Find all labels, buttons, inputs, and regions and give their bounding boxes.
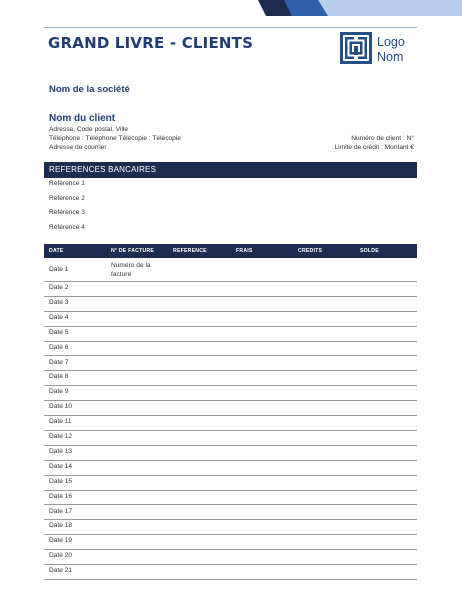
top-rule — [44, 27, 417, 28]
table-row — [44, 519, 417, 535]
table-row — [44, 430, 417, 446]
row-date: Date 3 — [49, 298, 69, 306]
credit-limit: Limite de crédit : Montant € — [334, 144, 414, 151]
table-row — [44, 400, 417, 416]
row-date: Date 13 — [49, 447, 73, 455]
col-reference: REFERENCE — [173, 248, 207, 254]
row-date: Date 10 — [49, 403, 73, 411]
table-row — [44, 326, 417, 342]
row-date: Date 1 — [49, 266, 69, 273]
row-date: Date 5 — [49, 328, 69, 336]
row-invoice-number: Numéro de la facture — [111, 262, 151, 278]
client-name: Nom du client — [49, 113, 116, 124]
row-date: Date 9 — [49, 388, 69, 396]
bank-reference: Référence 2 — [49, 195, 85, 202]
table-row — [44, 385, 417, 401]
top-banner-decoration — [0, 0, 462, 16]
client-address: Adresse, Code postal, Ville — [49, 126, 129, 133]
col-invoice-number: N° DE FACTURE — [111, 248, 155, 254]
table-row — [44, 370, 417, 386]
table-row — [44, 281, 417, 297]
table-row — [44, 311, 417, 327]
bank-references-header: REFERENCES BANCAIRES — [44, 162, 417, 178]
table-row — [44, 296, 417, 312]
table-row — [44, 564, 417, 580]
client-email: Adresse de courrier — [49, 144, 107, 151]
col-balance: SOLDE — [360, 248, 379, 254]
table-row — [44, 445, 417, 461]
logo-maze-icon — [340, 32, 372, 64]
logo-line-2: Nom — [377, 50, 404, 64]
col-charges: FRAIS — [236, 248, 253, 254]
table-row — [44, 505, 417, 521]
row-date: Date 15 — [49, 477, 73, 485]
table-row — [44, 341, 417, 357]
row-date: Date 7 — [49, 358, 69, 366]
row-date: Date 12 — [49, 433, 73, 440]
table-row — [44, 475, 417, 491]
row-date: Date 2 — [49, 284, 69, 291]
logo-line-1: Logo — [377, 35, 405, 49]
client-phone: Téléphone : Téléphone Télécopie : Télécopie — [49, 135, 181, 142]
table-row — [44, 490, 417, 506]
table-row — [44, 259, 417, 282]
client-number: Numéro de client : N° — [351, 135, 414, 142]
bank-reference: Référence 3 — [49, 209, 85, 216]
row-date: Date 16 — [49, 492, 73, 500]
page-title: GRAND LIVRE - CLIENTS — [48, 34, 254, 52]
row-date: Date 14 — [49, 462, 73, 470]
col-date: DATE — [49, 248, 64, 254]
logo-text — [377, 35, 405, 65]
table-row — [44, 356, 417, 372]
ledger-table-header — [44, 244, 417, 258]
bank-reference: Référence 1 — [49, 180, 85, 187]
company-name: Nom de la société — [49, 84, 130, 95]
row-date: Date 19 — [49, 537, 73, 545]
row-date: Date 6 — [49, 343, 69, 351]
col-credits: CREDITS — [298, 248, 323, 254]
row-date: Date 4 — [49, 313, 69, 321]
row-date: Date 11 — [49, 418, 72, 426]
table-row — [44, 415, 417, 431]
row-date: Date 8 — [49, 373, 69, 381]
row-date: Date 18 — [49, 522, 73, 530]
table-row — [44, 460, 417, 476]
table-row — [44, 534, 417, 550]
bank-reference: Référence 4 — [49, 224, 85, 231]
row-date: Date 17 — [49, 507, 73, 515]
row-date: Date 20 — [49, 552, 73, 560]
table-row — [44, 549, 417, 565]
row-date: Date 21 — [49, 567, 73, 575]
